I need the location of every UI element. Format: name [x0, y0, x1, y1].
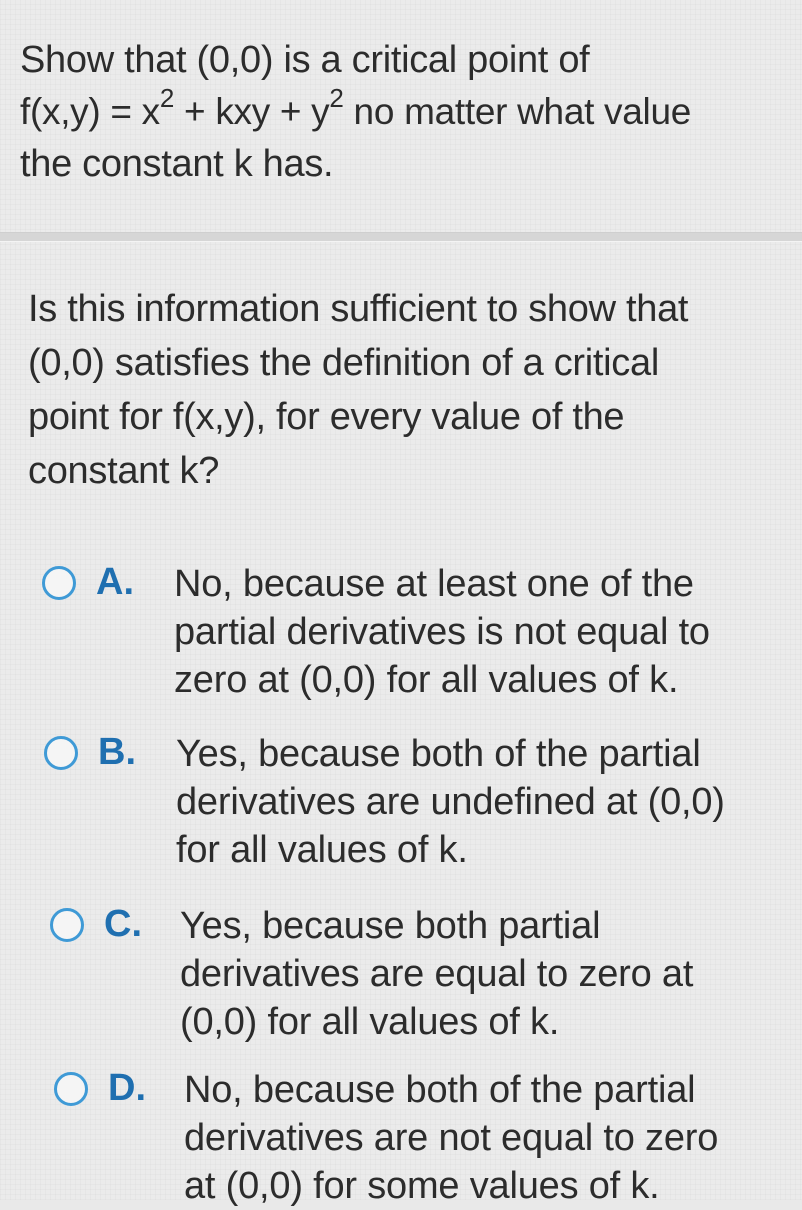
question-line: constant k? — [28, 450, 220, 492]
option-line: at (0,0) for some values of k. — [184, 1165, 660, 1207]
question-line: Is this information sufficient to show that — [28, 288, 689, 330]
option-line: Yes, because both partial — [180, 905, 601, 947]
option-line: derivatives are not equal to zero — [184, 1117, 719, 1159]
problem-statement — [20, 34, 800, 190]
question-text — [28, 282, 788, 498]
exponent-y: 2 — [329, 82, 344, 113]
option-text-d[interactable] — [184, 1066, 718, 1210]
option-line: for all values of k. — [176, 829, 468, 871]
question-line: point for f(x,y), for every value of the — [28, 396, 625, 438]
function-middle: + kxy + y — [174, 91, 330, 132]
function-prefix: f(x,y) = x — [20, 91, 160, 132]
option-text-b[interactable] — [176, 730, 725, 874]
option-letter-c: C. — [104, 903, 142, 945]
radio-button-c[interactable] — [50, 908, 84, 942]
option-line: No, because at least one of the — [174, 563, 694, 605]
problem-line-1: Show that (0,0) is a critical point of — [20, 39, 590, 81]
option-line: Yes, because both of the partial — [176, 733, 701, 775]
option-letter-b: B. — [98, 731, 136, 773]
option-text-a[interactable] — [174, 560, 710, 704]
radio-button-d[interactable] — [54, 1072, 88, 1106]
exponent-x: 2 — [159, 82, 175, 113]
option-letter-a: A. — [96, 561, 134, 603]
option-line: zero at (0,0) for all values of k. — [174, 659, 679, 701]
function-suffix: no matter what value — [343, 91, 692, 132]
problem-line-3: the constant k has. — [20, 143, 334, 185]
option-line: derivatives are undefined at (0,0) — [176, 781, 725, 823]
radio-button-b[interactable] — [44, 736, 78, 770]
option-line: partial derivatives is not equal to — [174, 611, 710, 653]
option-text-c[interactable] — [180, 902, 693, 1046]
problem-line-2 — [20, 82, 800, 138]
radio-button-a[interactable] — [42, 566, 76, 600]
option-line: (0,0) for all values of k. — [180, 1001, 560, 1043]
option-line: No, because both of the partial — [184, 1069, 696, 1111]
question-line: (0,0) satisfies the definition of a critical — [28, 342, 659, 384]
option-line: derivatives are equal to zero at — [180, 953, 694, 995]
option-letter-d: D. — [108, 1067, 146, 1109]
section-divider — [0, 232, 802, 242]
